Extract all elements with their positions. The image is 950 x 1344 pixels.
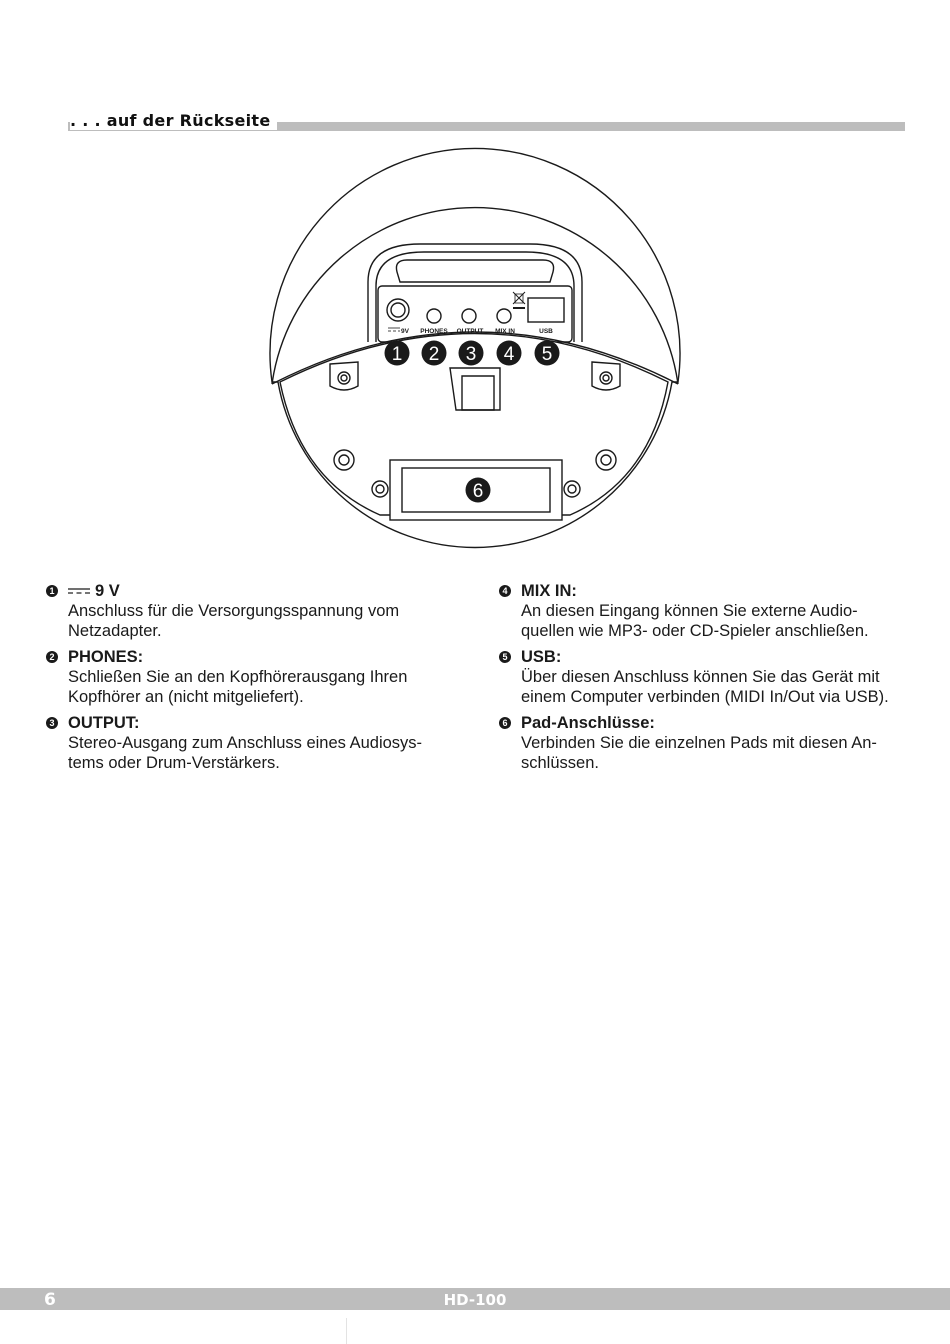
item-description: Schließen Sie an den Kopfhörerausgang Ihren Kopfhörer an (nicht mitgeliefert). [68,668,408,706]
label-output: OUTPUT [456,328,484,335]
description-item [499,713,889,773]
section-title: . . . auf der Rückseite [70,111,277,130]
page-number: 6 [44,1290,56,1310]
description-item [499,581,889,641]
description-item [499,647,889,707]
item-description: Anschluss für die Versorgungsspannung vom Netzadapter. [68,602,400,640]
section-header [68,111,905,133]
left-clip [330,362,358,390]
item-description: Verbinden Sie die einzelnen Pads mit diesen An-schlüssen. [521,734,877,772]
item-number-badge: 2 [46,651,58,663]
callout-1: 1 [391,344,403,365]
item-title: USB: [521,648,562,666]
item-title: Pad-Anschlüsse: [521,714,655,732]
callout-6: 6 [472,481,484,502]
description-item [46,647,436,707]
item-title: PHONES: [68,648,144,666]
description-column-right [499,581,889,779]
item-number-badge: 6 [499,717,511,729]
item-number-badge: 3 [46,717,58,729]
item-title-text: 9 V [95,582,120,600]
fold-mark [346,1318,347,1344]
item-number-badge: 5 [499,651,511,663]
callout-5: 5 [541,344,553,365]
label-mixin: MIX IN [495,328,515,335]
label-phones: PHONES [420,328,448,335]
item-title: MIX IN: [521,582,577,600]
callout-2: 2 [428,344,440,365]
item-title: OUTPUT: [68,714,140,732]
description-item [46,581,436,641]
right-clip [592,362,620,390]
description-item [46,713,436,773]
model-name: HD-100 [443,1291,507,1309]
dc-symbol-icon [68,587,90,595]
label-usb: USB [539,328,553,335]
callout-3: 3 [465,344,477,365]
item-title [68,582,120,600]
item-description: An diesen Eingang können Sie externe Audio-quellen wie MP3- oder CD-Spieler anschließen. [521,602,869,640]
device-rear-illustration [262,146,688,556]
item-description: Stereo-Ausgang zum Anschluss eines Audiosys-tems oder Drum-Verstärkers. [68,734,423,772]
page-footer [0,1288,950,1310]
item-number-badge: 4 [499,585,511,597]
callout-4: 4 [503,344,515,365]
item-number-badge: 1 [46,585,58,597]
description-column-left [46,581,436,779]
center-latch [450,368,500,410]
item-description: Über diesen Anschluss können Sie das Gerät mit einem Computer verbinden (MIDI In/Out via USB). [521,668,889,706]
label-9v: 9V [401,328,409,335]
device-rear-svg [262,146,688,556]
